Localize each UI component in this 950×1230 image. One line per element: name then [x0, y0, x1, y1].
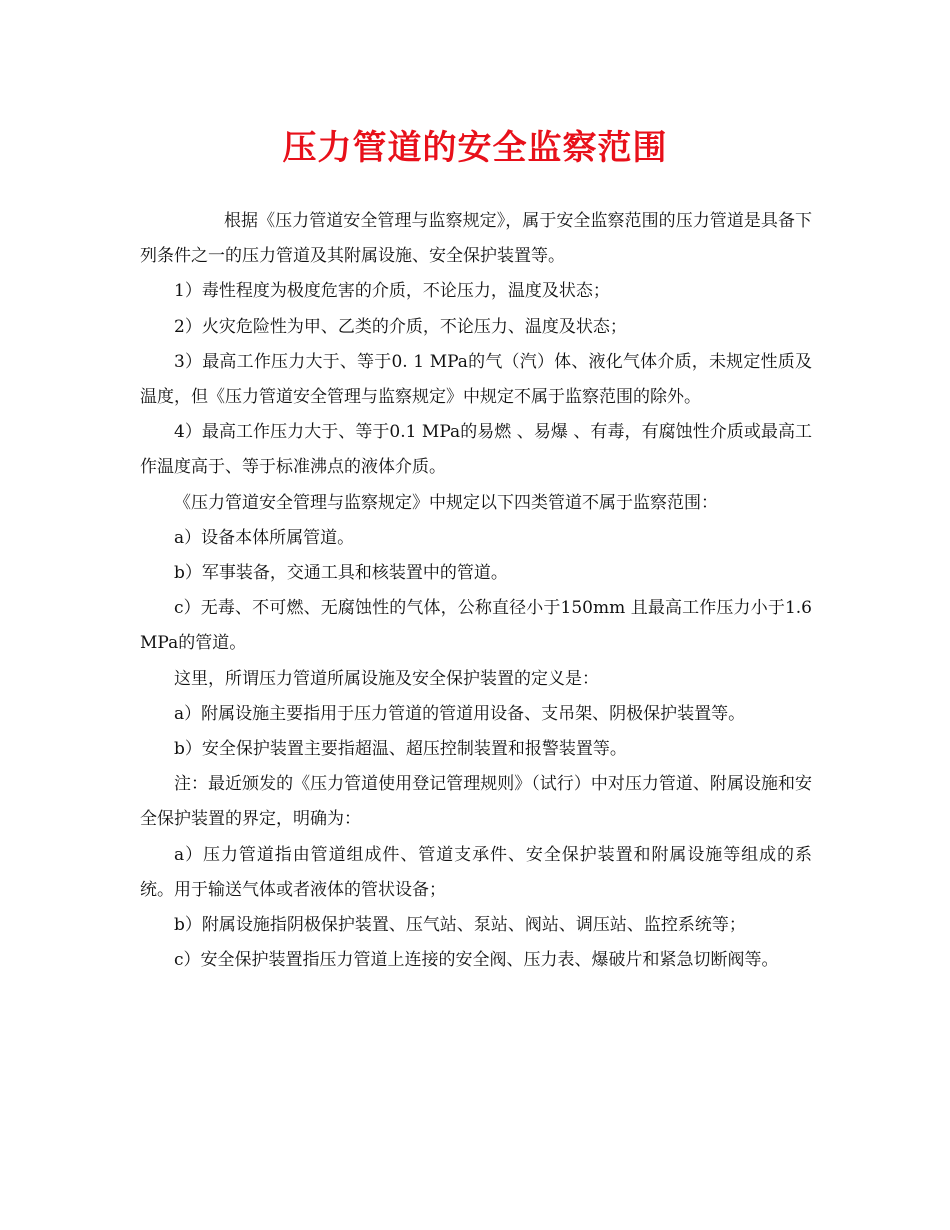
- note-item-c: c）安全保护装置指压力管道上连接的安全阀、压力表、爆破片和紧急切断阀等。: [174, 950, 779, 971]
- definition-item-b: b）安全保护装置主要指超温、超压控制装置和报警装置等。: [174, 739, 627, 760]
- note-item-a: a）压力管道指由管道组成件、管道支承件、安全保护装置和附属设施等组成的系统。用于输送气体或者液体的管状设备；: [140, 844, 812, 900]
- exclusion-intro-paragraph: 《压力管道安全管理与监察规定》中规定以下四类管道不属于监察范围：: [174, 492, 718, 513]
- definition-item-a: a）附属设施主要指用于压力管道的管道用设备、支吊架、阴极保护装置等。: [174, 703, 746, 724]
- document-title: 压力管道的安全监察范围: [282, 128, 668, 168]
- document-body: [140, 204, 812, 978]
- condition-item-4: 4）最高工作压力大于、等于0.1 MPa的易燃 、易爆 、有毒，有腐蚀性介质或最高工作温度高于、等于标准沸点的液体介质。: [140, 422, 812, 478]
- condition-item-2: 2）火灾危险性为甲、乙类的介质，不论压力、温度及状态；: [174, 316, 627, 337]
- note-item-b: b）附属设施指阴极保护装置、压气站、泵站、阀站、调压站、监控系统等；: [174, 915, 746, 936]
- condition-item-3: 3）最高工作压力大于、等于0. 1 MPa的气（汽）体、液化气体介质，未规定性质及温度，但《压力管道安全管理与监察规定》中规定不属于监察范围的除外。: [140, 351, 812, 408]
- condition-item-1: 1）毒性程度为极度危害的介质，不论压力，温度及状态；: [174, 281, 610, 302]
- intro-paragraph: 根据《压力管道安全管理与监察规定》，属于安全监察范围的压力管道是具备下列条件之一的压力管道及其附属设施、安全保护装置等。: [140, 211, 812, 267]
- note-paragraph: 注：最近颁发的《压力管道使用登记管理规则》（试行）中对压力管道、附属设施和安全保护装置的界定，明确为：: [140, 774, 812, 830]
- exclusion-item-b: b）军事装备，交通工具和核装置中的管道。: [174, 563, 508, 584]
- exclusion-item-a: a）设备本体所属管道。: [174, 527, 355, 548]
- definition-intro-paragraph: 这里，所谓压力管道所属设施及安全保护装置的定义是：: [174, 668, 599, 689]
- exclusion-item-c: c）无毒、不可燃、无腐蚀性的气体，公称直径小于150mm 且最高工作压力小于1.6 MPa的管道。: [140, 598, 812, 654]
